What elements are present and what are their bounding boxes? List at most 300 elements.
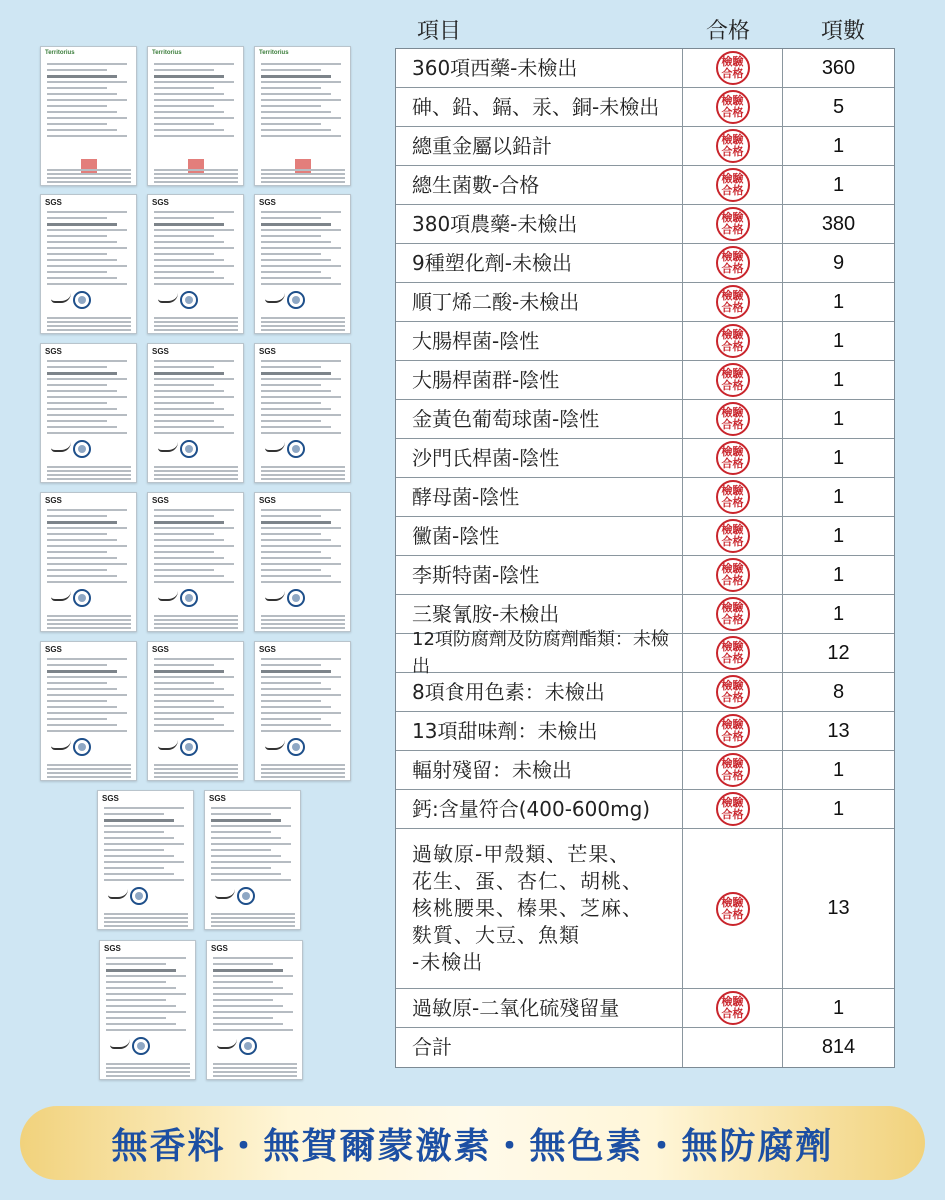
report-text-line <box>47 718 107 720</box>
report-text-line <box>154 360 234 362</box>
report-text-line <box>261 247 341 249</box>
report-text-line <box>261 515 321 517</box>
row-pass-cell <box>683 244 783 282</box>
report-text-line <box>213 993 293 995</box>
sgs-seal-icon <box>73 738 91 756</box>
report-text-line <box>47 265 127 267</box>
report-text-line <box>154 111 224 113</box>
report-text-line <box>154 75 224 78</box>
report-footer-line <box>154 169 238 171</box>
report-footer-line <box>47 329 131 331</box>
report-text-line <box>261 575 331 577</box>
report-text-line <box>261 117 341 119</box>
report-text-line <box>154 247 234 249</box>
report-text-line <box>47 700 107 702</box>
test-report-thumbnails <box>0 0 395 1090</box>
row-count: 380 <box>821 212 856 235</box>
row-pass-cell <box>683 790 783 828</box>
report-footer-line <box>154 764 238 766</box>
report-text-line <box>261 271 321 273</box>
report-footer-line <box>154 772 238 774</box>
report-text-line <box>47 223 117 226</box>
report-text-line <box>261 712 341 714</box>
report-text-line <box>154 283 234 285</box>
table-row <box>396 790 894 829</box>
report-text-line <box>261 372 331 375</box>
row-item-label: 12項防腐劑及防腐劑酯類：未檢出 <box>396 634 683 672</box>
inspection-passed-stamp: 檢驗 合格 <box>716 480 750 514</box>
report-text-line <box>106 1017 166 1019</box>
report-text-line <box>154 712 234 714</box>
report-text-line <box>211 855 281 857</box>
test-report-thumbnail <box>147 492 244 632</box>
report-brand: SGS <box>45 496 62 505</box>
report-text-line <box>154 259 224 261</box>
report-text-line <box>47 664 107 666</box>
report-footer-line <box>261 776 345 778</box>
report-text-line <box>213 957 293 959</box>
report-text-line <box>154 93 224 95</box>
report-text-line <box>106 1023 176 1025</box>
report-text-line <box>211 867 271 869</box>
table-row <box>396 322 894 361</box>
row-item-label: 過敏原-二氧化硫殘留量 <box>396 989 683 1027</box>
report-text-line <box>154 135 234 137</box>
report-text-line <box>154 718 214 720</box>
report-footer-line <box>47 177 131 179</box>
report-text-line <box>154 670 224 673</box>
report-footer-line <box>47 474 131 476</box>
report-text-line <box>104 867 164 869</box>
report-text-line <box>261 557 331 559</box>
report-text-line <box>154 241 224 243</box>
test-results-table <box>395 48 895 1068</box>
report-footer-line <box>154 173 238 175</box>
report-text-line <box>154 432 234 434</box>
report-text-line <box>47 569 107 571</box>
report-footer-line <box>261 321 345 323</box>
report-footer-line <box>154 181 238 183</box>
report-footer-line <box>47 619 131 621</box>
test-report-thumbnail <box>40 46 137 186</box>
report-text-line <box>154 390 224 392</box>
report-footer-line <box>154 619 238 621</box>
report-text-line <box>261 527 341 529</box>
report-text-line <box>104 843 184 845</box>
report-brand: SGS <box>259 347 276 356</box>
report-signature <box>51 293 71 303</box>
report-footer-line <box>154 623 238 625</box>
report-signature <box>265 591 285 601</box>
report-signature <box>110 1039 130 1049</box>
report-footer-line <box>261 317 345 319</box>
report-footer-line <box>261 329 345 331</box>
report-footer-line <box>47 764 131 766</box>
report-text-line <box>47 69 107 71</box>
report-text-line <box>261 69 321 71</box>
inspection-passed-stamp: 檢驗 合格 <box>716 892 750 926</box>
report-text-line <box>154 384 214 386</box>
report-text-line <box>154 682 214 684</box>
report-text-line <box>106 1029 186 1031</box>
report-footer-line <box>261 177 345 179</box>
table-row <box>396 478 894 517</box>
report-text-line <box>154 63 234 65</box>
row-count: 1 <box>832 446 845 469</box>
report-text-line <box>47 432 127 434</box>
report-footer-line <box>211 925 295 927</box>
report-text-line <box>261 211 341 213</box>
report-text-line <box>154 527 234 529</box>
report-text-line <box>261 123 321 125</box>
report-signature <box>158 293 178 303</box>
report-text-line <box>213 987 283 989</box>
report-text-line <box>154 581 234 583</box>
row-item-label: 總生菌數-合格 <box>396 166 683 204</box>
report-text-line <box>261 414 341 416</box>
report-text-line <box>47 426 117 428</box>
row-pass-cell <box>683 322 783 360</box>
report-text-line <box>104 807 184 809</box>
row-item-label: 總重金屬以鉛計 <box>396 127 683 165</box>
report-text-line <box>261 539 331 541</box>
report-footer-line <box>154 329 238 331</box>
row-count: 13 <box>827 897 850 919</box>
test-report-thumbnail <box>254 641 351 781</box>
report-text-line <box>106 999 166 1001</box>
header-pass: 合格 <box>706 19 751 44</box>
report-footer-line <box>261 772 345 774</box>
inspection-passed-stamp: 檢驗 合格 <box>716 991 750 1025</box>
report-text-line <box>261 87 321 89</box>
row-pass-cell <box>683 88 783 126</box>
report-text-line <box>261 277 331 279</box>
row-pass-cell <box>683 712 783 750</box>
row-count: 1 <box>832 407 845 430</box>
report-text-line <box>213 963 273 965</box>
sgs-seal-icon <box>287 589 305 607</box>
report-text-line <box>154 509 234 511</box>
report-text-line <box>261 384 321 386</box>
report-text-line <box>106 957 186 959</box>
report-brand: SGS <box>259 496 276 505</box>
table-row <box>396 989 894 1028</box>
report-text-line <box>261 509 341 511</box>
report-text-line <box>154 396 234 398</box>
report-text-line <box>154 664 214 666</box>
report-text-line <box>47 283 127 285</box>
report-text-line <box>154 117 234 119</box>
report-text-line <box>47 259 117 261</box>
claims-banner <box>20 1106 925 1180</box>
report-text-line <box>47 241 117 243</box>
report-text-line <box>261 105 321 107</box>
test-report-thumbnail <box>97 790 194 930</box>
table-row <box>396 517 894 556</box>
test-report-thumbnail <box>254 194 351 334</box>
report-text-line <box>47 658 127 660</box>
report-footer-line <box>154 321 238 323</box>
report-footer-line <box>47 627 131 629</box>
report-text-line <box>261 241 331 243</box>
report-text-line <box>261 99 341 101</box>
row-pass-cell <box>683 361 783 399</box>
report-text-line <box>154 658 234 660</box>
report-footer-line <box>104 913 188 915</box>
row-pass-cell <box>683 595 783 633</box>
report-text-line <box>47 551 107 553</box>
report-text-line <box>47 694 127 696</box>
report-signature <box>265 293 285 303</box>
report-text-line <box>154 420 214 422</box>
report-text-line <box>106 993 186 995</box>
report-text-line <box>47 545 127 547</box>
report-text-line <box>104 813 164 815</box>
report-text-line <box>261 217 321 219</box>
report-text-line <box>261 694 341 696</box>
report-text-line <box>261 432 341 434</box>
report-text-line <box>261 135 341 137</box>
row-pass-cell <box>683 283 783 321</box>
report-text-line <box>211 849 271 851</box>
report-text-line <box>261 688 331 690</box>
report-text-line <box>47 247 127 249</box>
report-signature <box>51 740 71 750</box>
row-pass-cell <box>683 989 783 1027</box>
report-brand: SGS <box>104 944 121 953</box>
report-text-line <box>104 879 184 881</box>
row-count: 1 <box>832 173 845 196</box>
report-text-line <box>47 235 107 237</box>
test-report-thumbnail <box>99 940 196 1080</box>
inspection-passed-stamp: 檢驗 合格 <box>716 129 750 163</box>
table-row <box>396 166 894 205</box>
sgs-seal-icon <box>287 440 305 458</box>
report-text-line <box>47 390 117 392</box>
report-text-line <box>154 706 224 708</box>
report-text-line <box>47 81 127 83</box>
report-text-line <box>213 999 273 1001</box>
report-footer-line <box>154 177 238 179</box>
report-text-line <box>211 861 291 863</box>
report-text-line <box>211 837 281 839</box>
table-row <box>396 88 894 127</box>
report-brand: SGS <box>152 198 169 207</box>
report-text-line <box>47 253 107 255</box>
report-footer-line <box>47 173 131 175</box>
report-footer-line <box>261 615 345 617</box>
test-report-thumbnail <box>147 343 244 483</box>
report-text-line <box>154 533 214 535</box>
report-text-line <box>154 372 224 375</box>
report-text-line <box>213 981 273 983</box>
report-text-line <box>154 694 234 696</box>
report-brand: SGS <box>45 645 62 654</box>
row-pass-cell <box>683 829 783 988</box>
table-row <box>396 712 894 751</box>
row-pass-cell <box>683 751 783 789</box>
report-text-line <box>47 688 117 690</box>
sgs-seal-icon <box>180 291 198 309</box>
report-text-line <box>47 99 127 101</box>
row-pass-cell <box>683 1028 783 1067</box>
report-text-line <box>47 105 107 107</box>
report-text-line <box>47 217 107 219</box>
table-row <box>396 1028 894 1067</box>
sgs-seal-icon <box>73 589 91 607</box>
report-text-line <box>47 563 127 565</box>
report-text-line <box>154 265 234 267</box>
report-text-line <box>261 700 321 702</box>
report-text-line <box>47 111 117 113</box>
row-item-label: 大腸桿菌-陰性 <box>396 322 683 360</box>
sgs-seal-icon <box>180 440 198 458</box>
row-item-label: 13項甜味劑：未檢出 <box>396 712 683 750</box>
row-item-label: 過敏原-甲殼類、芒果、 花生、蛋、杏仁、胡桃、 核桃腰果、榛果、芝麻、 麩質、大豆、魚類 -未檢出 <box>396 829 683 988</box>
sgs-seal-icon <box>237 887 255 905</box>
report-text-line <box>47 521 117 524</box>
report-text-line <box>261 581 341 583</box>
report-text-line <box>211 819 281 822</box>
sgs-seal-icon <box>73 440 91 458</box>
report-text-line <box>154 87 214 89</box>
report-brand: SGS <box>102 794 119 803</box>
report-text-line <box>47 271 107 273</box>
report-footer-line <box>154 317 238 319</box>
report-text-line <box>211 831 271 833</box>
report-footer-line <box>154 768 238 770</box>
report-footer-line <box>47 325 131 327</box>
inspection-passed-stamp: 檢驗 合格 <box>716 402 750 436</box>
report-text-line <box>154 414 234 416</box>
report-text-line <box>47 396 127 398</box>
report-text-line <box>47 527 127 529</box>
row-pass-cell <box>683 166 783 204</box>
report-text-line <box>47 93 117 95</box>
report-text-line <box>104 819 174 822</box>
report-footer-line <box>261 173 345 175</box>
report-footer-line <box>261 474 345 476</box>
report-footer-line <box>47 623 131 625</box>
report-text-line <box>47 366 107 368</box>
report-text-line <box>154 69 214 71</box>
row-item-label: 三聚氰胺-未檢出 <box>396 595 683 633</box>
report-footer-line <box>47 615 131 617</box>
report-brand: SGS <box>45 347 62 356</box>
report-text-line <box>106 987 176 989</box>
row-pass-cell <box>683 634 783 672</box>
report-text-line <box>47 229 127 231</box>
report-signature <box>158 442 178 452</box>
report-footer-line <box>106 1075 190 1077</box>
report-text-line <box>106 975 186 977</box>
report-text-line <box>154 551 214 553</box>
report-text-line <box>261 265 341 267</box>
row-pass-cell <box>683 673 783 711</box>
table-row <box>396 283 894 322</box>
report-text-line <box>154 700 214 702</box>
table-row <box>396 751 894 790</box>
row-item-label: 金黃色葡萄球菌-陰性 <box>396 400 683 438</box>
report-text-line <box>211 873 281 875</box>
report-text-line <box>154 521 224 524</box>
report-text-line <box>154 676 234 678</box>
report-text-line <box>154 557 224 559</box>
report-text-line <box>47 682 107 684</box>
report-text-line <box>154 99 234 101</box>
report-footer-line <box>47 478 131 480</box>
inspection-passed-stamp: 檢驗 合格 <box>716 597 750 631</box>
report-text-line <box>104 837 174 839</box>
report-text-line <box>106 1011 186 1013</box>
test-report-thumbnail <box>254 343 351 483</box>
report-text-line <box>154 105 214 107</box>
report-footer-line <box>261 764 345 766</box>
table-row <box>396 439 894 478</box>
report-footer-line <box>154 615 238 617</box>
report-text-line <box>261 223 331 226</box>
table-row <box>396 673 894 712</box>
test-report-thumbnail <box>40 492 137 632</box>
report-signature <box>265 442 285 452</box>
report-text-line <box>154 563 234 565</box>
report-text-line <box>47 360 127 362</box>
report-text-line <box>261 396 341 398</box>
report-text-line <box>261 426 331 428</box>
report-text-line <box>211 813 271 815</box>
row-pass-cell <box>683 556 783 594</box>
report-text-line <box>154 724 224 726</box>
row-item-label: 合計 <box>396 1028 683 1067</box>
report-text-line <box>47 408 117 410</box>
report-brand: Territorius <box>45 50 75 56</box>
inspection-passed-stamp: 檢驗 合格 <box>716 285 750 319</box>
report-text-line <box>154 253 214 255</box>
row-item-label: 8項食用色素：未檢出 <box>396 673 683 711</box>
header-item: 項目 <box>417 19 462 44</box>
report-text-line <box>154 402 214 404</box>
row-count: 1 <box>832 996 845 1019</box>
report-footer-line <box>154 466 238 468</box>
report-text-line <box>47 277 117 279</box>
row-item-label: 酵母菌-陰性 <box>396 478 683 516</box>
row-item-label: 砷、鉛、鎘、汞、銅-未檢出 <box>396 88 683 126</box>
report-text-line <box>261 235 321 237</box>
report-brand: Territorius <box>259 50 289 56</box>
report-text-line <box>47 670 117 673</box>
test-report-thumbnail <box>147 641 244 781</box>
table-row <box>396 49 894 88</box>
row-count: 9 <box>832 251 845 274</box>
report-text-line <box>106 981 166 983</box>
report-footer-line <box>261 627 345 629</box>
report-text-line <box>154 408 224 410</box>
report-footer-line <box>47 470 131 472</box>
inspection-passed-stamp: 檢驗 合格 <box>716 753 750 787</box>
report-footer-line <box>211 917 295 919</box>
report-brand: SGS <box>45 198 62 207</box>
report-text-line <box>47 123 107 125</box>
report-text-line <box>261 259 331 261</box>
report-brand: SGS <box>259 645 276 654</box>
table-row <box>396 629 894 677</box>
report-text-line <box>154 730 234 732</box>
row-count: 13 <box>827 719 850 742</box>
claims-banner-text: 無香料・無賀爾蒙激素・無色素・無防腐劑 <box>111 1124 834 1167</box>
sgs-seal-icon <box>73 291 91 309</box>
row-count: 1 <box>832 797 845 820</box>
report-text-line <box>47 402 107 404</box>
